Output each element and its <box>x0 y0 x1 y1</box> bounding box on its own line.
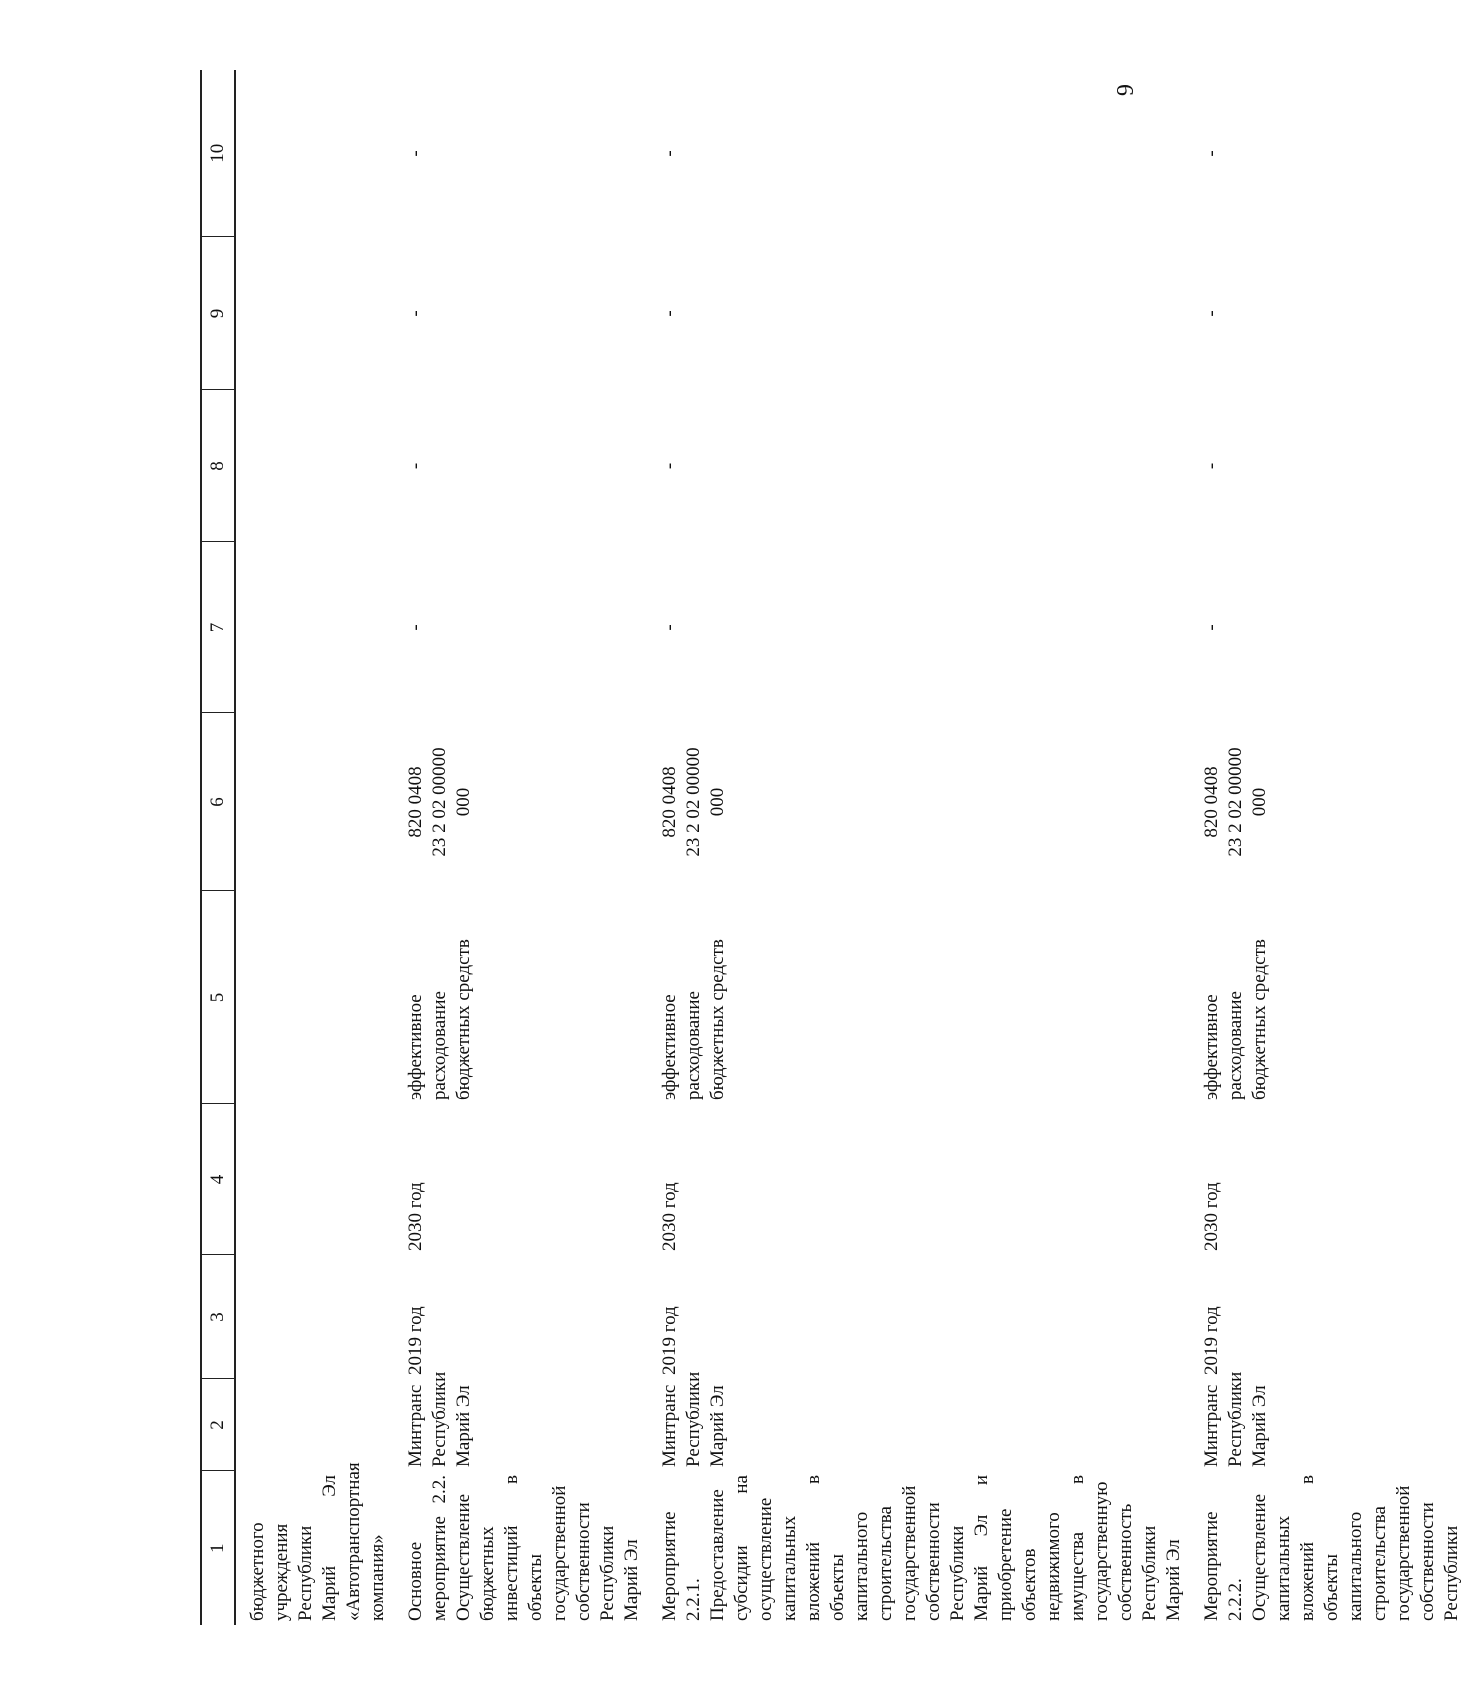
value-col-10: - <box>405 150 426 157</box>
col-header-2: 2 <box>201 1379 235 1471</box>
value-col-9: - <box>1201 310 1222 317</box>
end-year: 2030 год <box>1201 1182 1222 1251</box>
budget-code: 820 0408 23 2 02 00000 000 <box>659 747 728 857</box>
measure-name: Мероприятие 2.2.2. Осуществление капитальных вложений в объекты капитального строительства государственной собственности Республики <box>1201 1475 1462 1621</box>
table-row <box>1186 70 1464 1625</box>
value-col-10: - <box>1201 150 1222 157</box>
value-col-9: - <box>659 310 680 317</box>
col-header-3: 3 <box>201 1255 235 1379</box>
value-col-8: - <box>659 462 680 470</box>
col-header-7: 7 <box>201 542 235 713</box>
executor: Минтранс Республики Марий Эл <box>659 1371 728 1467</box>
rotated-page <box>200 70 1462 1625</box>
col-header-4: 4 <box>201 1104 235 1255</box>
start-year: 2019 год <box>405 1306 426 1375</box>
col-header-6: 6 <box>201 713 235 891</box>
end-year: 2030 год <box>659 1182 680 1251</box>
end-year: 2030 год <box>405 1182 426 1251</box>
measures-table <box>200 70 1464 1625</box>
end-year <box>235 1104 390 1255</box>
expected-result <box>235 891 390 1104</box>
value-col-9 <box>235 237 390 390</box>
value-col-7: - <box>1201 624 1222 631</box>
value-col-10: - <box>659 150 680 157</box>
value-col-10 <box>235 70 390 237</box>
col-header-1: 1 <box>201 1471 235 1625</box>
expected-result: эффективное расходование бюджетных средств <box>405 939 474 1100</box>
table-row <box>644 70 1186 1625</box>
value-col-8: - <box>1201 462 1222 470</box>
expected-result: эффективное расходование бюджетных средств <box>659 939 728 1100</box>
executor <box>235 1379 390 1471</box>
measure-name: Мероприятие 2.2.1. Предоставление субсидии на осуществление капитальных вложений в объекты капитального строительства государственной собственности Республики Марий Эл и приобретение объектов недвижимого имущества в государственную собственность Республики Марий Эл <box>659 1475 1184 1621</box>
budget-code <box>235 713 390 891</box>
value-col-8: - <box>405 462 426 470</box>
executor: Минтранс Республики Марий Эл <box>1201 1371 1270 1467</box>
value-col-7: - <box>659 624 680 631</box>
page-number: 6 <box>1111 84 1137 96</box>
value-col-9: - <box>405 310 426 317</box>
col-header-8: 8 <box>201 390 235 542</box>
col-header-5: 5 <box>201 891 235 1104</box>
value-col-7 <box>235 542 390 713</box>
measure-name: Основное мероприятие 2.2. Осуществление бюджетных инвестиций в объекты государственной собственности Республики Марий Эл <box>405 1475 642 1621</box>
column-number-row <box>201 70 235 1625</box>
table-row <box>235 70 390 1625</box>
col-header-10: 10 <box>201 70 235 237</box>
start-year <box>235 1255 390 1379</box>
budget-code: 820 0408 23 2 02 00000 000 <box>1201 747 1270 857</box>
value-col-8 <box>235 390 390 542</box>
budget-code: 820 0408 23 2 02 00000 000 <box>405 747 474 857</box>
measure-name: бюджетного учреждения Республики Марий Эл «Автотранспортная компания» <box>247 1462 388 1621</box>
value-col-7: - <box>405 624 426 631</box>
expected-result: эффективное расходование бюджетных средств <box>1201 939 1270 1100</box>
start-year: 2019 год <box>659 1306 680 1375</box>
start-year: 2019 год <box>1201 1306 1222 1375</box>
col-header-9: 9 <box>201 237 235 390</box>
executor: Минтранс Республики Марий Эл <box>405 1371 474 1467</box>
table-row <box>390 70 644 1625</box>
